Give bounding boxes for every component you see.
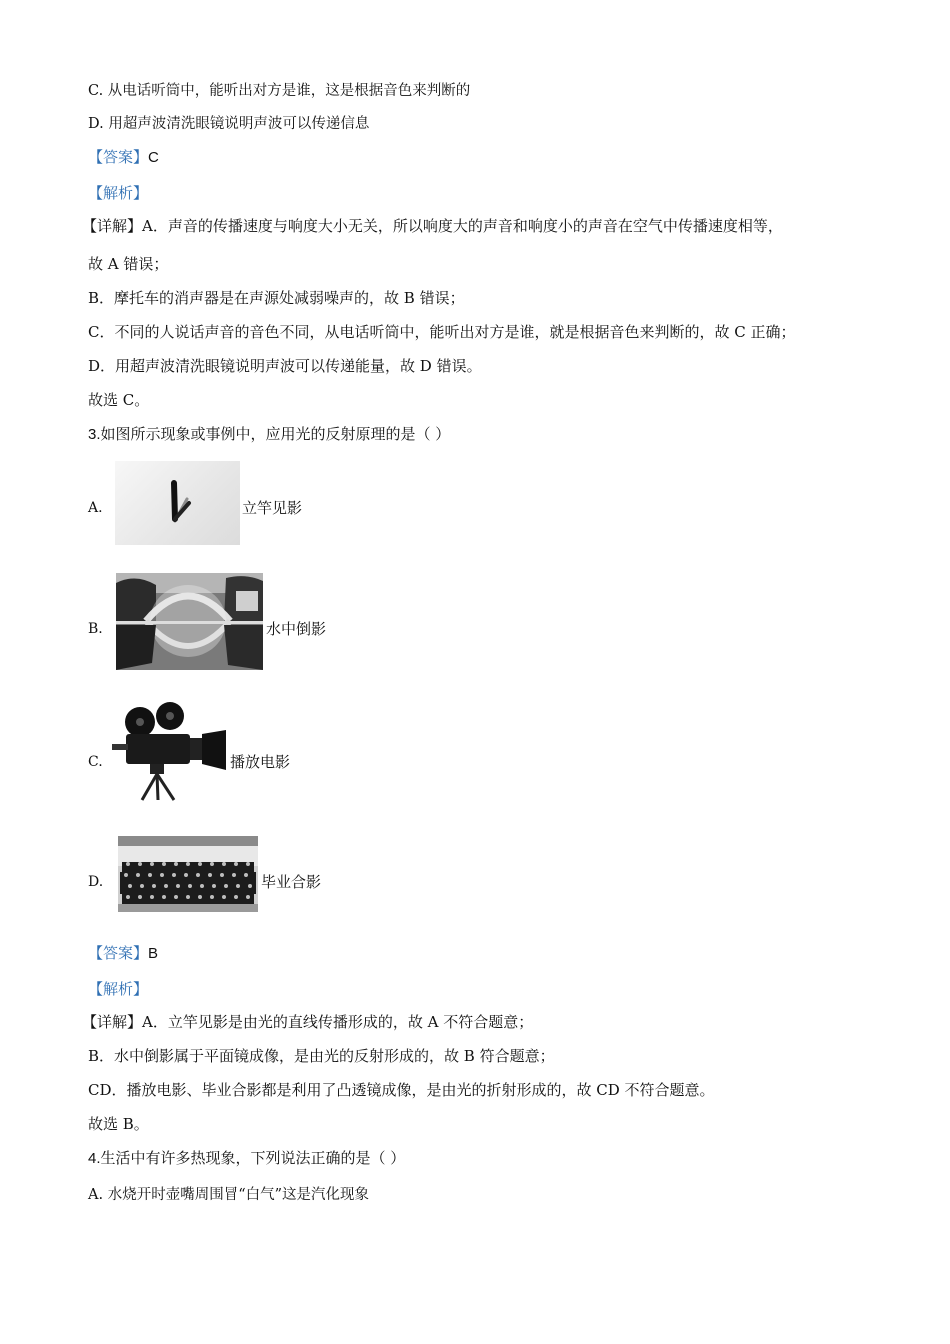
question-4-stem <box>88 1148 405 1169</box>
detail-line-4: C．不同的人说话声音的音色不同，从电话听筒中，能听出对方是谁，就是根据音色来判断的，故 C 正确； <box>88 323 796 341</box>
bridge-reflection-photo <box>116 573 263 670</box>
q3-detail-line-1 <box>82 1012 533 1032</box>
option-d-caption: 毕业合影 <box>261 873 322 891</box>
option-c-caption: 播放电影 <box>230 753 291 771</box>
detail-line-1 <box>82 216 783 236</box>
answer-line <box>88 147 159 168</box>
question-3-stem <box>88 424 450 445</box>
question-number: 3. <box>88 426 101 443</box>
detail-label: 【详解】 <box>82 217 143 235</box>
detail-line-2: 故 A 错误； <box>88 255 169 273</box>
q3-detail-text: A．立竿见影是由光的直线传播形成的，故 A 不符合题意； <box>142 1013 534 1031</box>
option-c-letter: C. <box>88 754 103 770</box>
q4-option-a: A. 水烧开时壶嘴周围冒“白气”这是汽化现象 <box>88 1187 370 1203</box>
detail-text: A．声音的传播速度与响度大小无关，所以响度大的声音和响度小的声音在空气中传播速度相等， <box>142 217 783 235</box>
q3-analysis-label: 【解析】 <box>88 980 149 998</box>
answer-value: C <box>148 149 159 166</box>
option-d-letter: D. <box>88 874 104 890</box>
analysis-label: 【解析】 <box>88 184 149 202</box>
answer-label: 【答案】 <box>88 148 149 166</box>
movie-projector-photo <box>112 700 228 802</box>
graduation-group-photo <box>118 836 258 912</box>
conclusion: 故选 C。 <box>88 391 150 409</box>
q3-detail-line-3: CD．播放电影、毕业合影都是利用了凸透镜成像，是由光的折射形成的，故 CD 不符合题意。 <box>88 1081 715 1099</box>
option-d-text: D. 用超声波清洗眼镜说明声波可以传递信息 <box>88 116 370 132</box>
option-b-caption: 水中倒影 <box>266 620 327 638</box>
q3-conclusion: 故选 B。 <box>88 1115 149 1133</box>
stick-shadow-photo <box>115 461 240 545</box>
q3-answer-label: 【答案】 <box>88 944 149 962</box>
question-4-text: 生活中有许多热现象，下列说法正确的是（ ） <box>100 1149 406 1167</box>
q3-answer-line <box>88 943 158 964</box>
option-a-caption: 立竿见影 <box>242 499 303 517</box>
q3-detail-line-2: B．水中倒影属于平面镜成像，是由光的反射形成的，故 B 符合题意； <box>88 1047 555 1065</box>
option-b-letter: B. <box>88 621 103 637</box>
option-a-letter: A. <box>88 500 103 516</box>
question-text: 如图所示现象或事例中，应用光的反射原理的是（ ） <box>100 425 451 443</box>
detail-line-3: B．摩托车的消声器是在声源处减弱噪声的，故 B 错误； <box>88 289 465 307</box>
detail-line-5: D．用超声波清洗眼镜说明声波可以传递能量，故 D 错误。 <box>88 357 482 375</box>
option-c-text: C. 从电话听筒中，能听出对方是谁，这是根据音色来判断的 <box>88 83 471 99</box>
q3-detail-label: 【详解】 <box>82 1013 143 1031</box>
question-4-number: 4. <box>88 1150 101 1167</box>
q3-answer-value: B <box>148 945 159 962</box>
